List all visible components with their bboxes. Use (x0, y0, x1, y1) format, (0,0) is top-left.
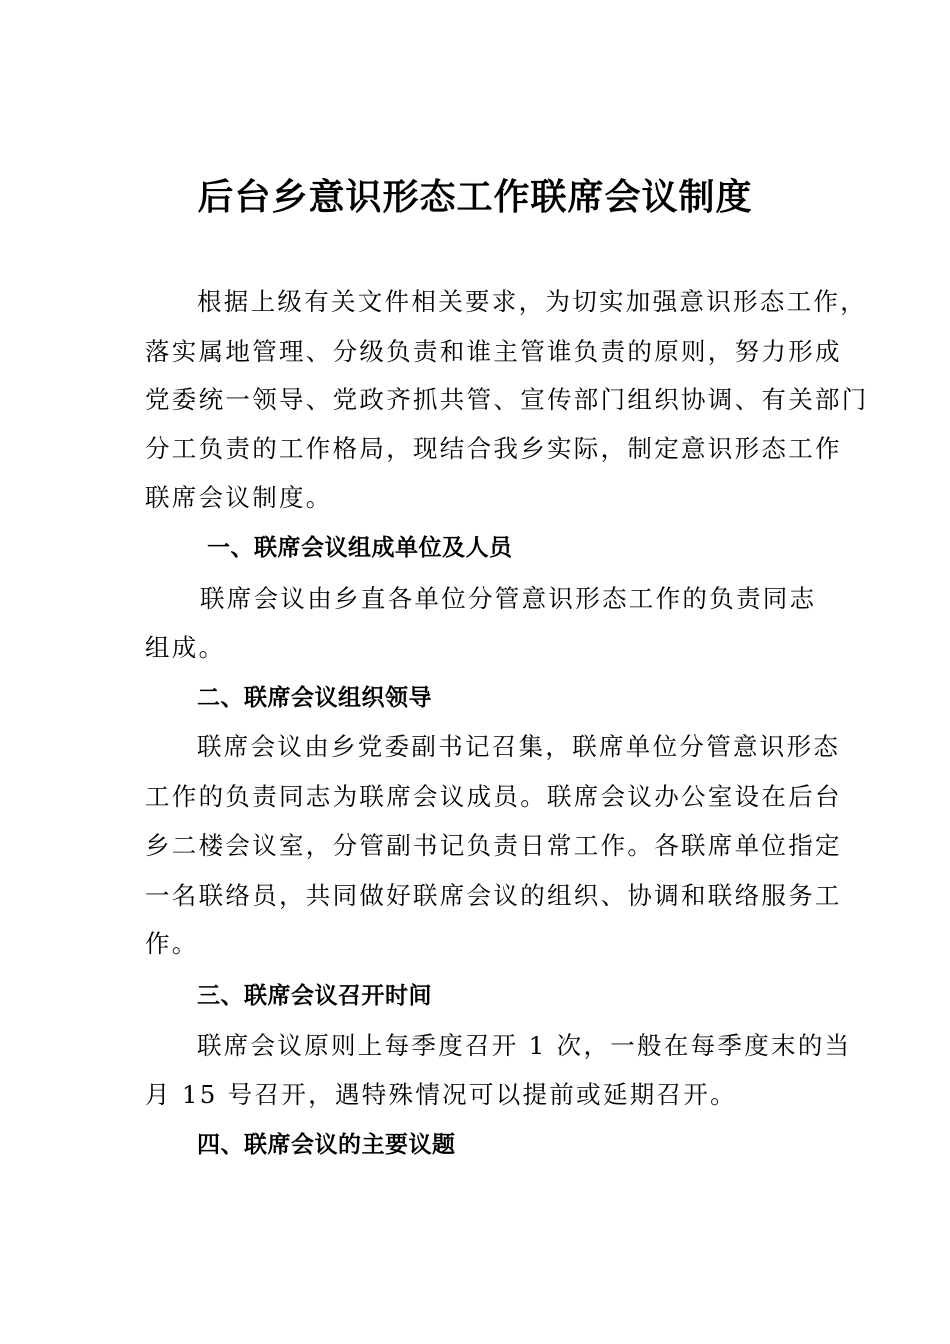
section-4-heading: 四、联席会议的主要议题 (197, 1132, 456, 1158)
section-2-heading: 二、联席会议组织领导 (197, 685, 432, 711)
section-1-heading: 一、联席会议组成单位及人员 (207, 535, 513, 561)
section-3-line-1: 联席会议原则上每季度召开 1 次，一般在每季度末的当 (197, 1031, 852, 1060)
section-2-line-2: 工作的负责同志为联席会议成员。联席会议办公室设在后台 (145, 782, 842, 811)
intro-line-4: 分工负责的工作格局，现结合我乡实际，制定意识形态工作 (145, 434, 842, 463)
section-2-line-1: 联席会议由乡党委副书记召集，联席单位分管意识形态 (197, 732, 841, 761)
section-2-line-3: 乡二楼会议室，分管副书记负责日常工作。各联席单位指定 (145, 831, 842, 860)
section-1-line-2: 组成。 (145, 633, 226, 662)
intro-line-5: 联席会议制度。 (145, 483, 333, 512)
intro-line-1: 根据上级有关文件相关要求，为切实加强意识形态工作， (197, 287, 867, 316)
intro-line-2: 落实属地管理、分级负责和谁主管谁负责的原则，努力形成 (145, 337, 842, 366)
intro-line-3: 党委统一领导、党政齐抓共管、宣传部门组织协调、有关部门 (145, 385, 869, 414)
section-2-line-5: 作。 (145, 929, 199, 958)
section-1-line-1: 联席会议由乡直各单位分管意识形态工作的负责同志 (200, 584, 817, 613)
section-3-heading: 三、联席会议召开时间 (197, 983, 432, 1009)
document-title: 后台乡意识形态工作联席会议制度 (197, 177, 753, 218)
section-2-line-4: 一名联络员，共同做好联席会议的组织、协调和联络服务工 (145, 881, 842, 910)
section-3-line-2: 月 15 号召开，遇特殊情况可以提前或延期召开。 (145, 1080, 737, 1109)
